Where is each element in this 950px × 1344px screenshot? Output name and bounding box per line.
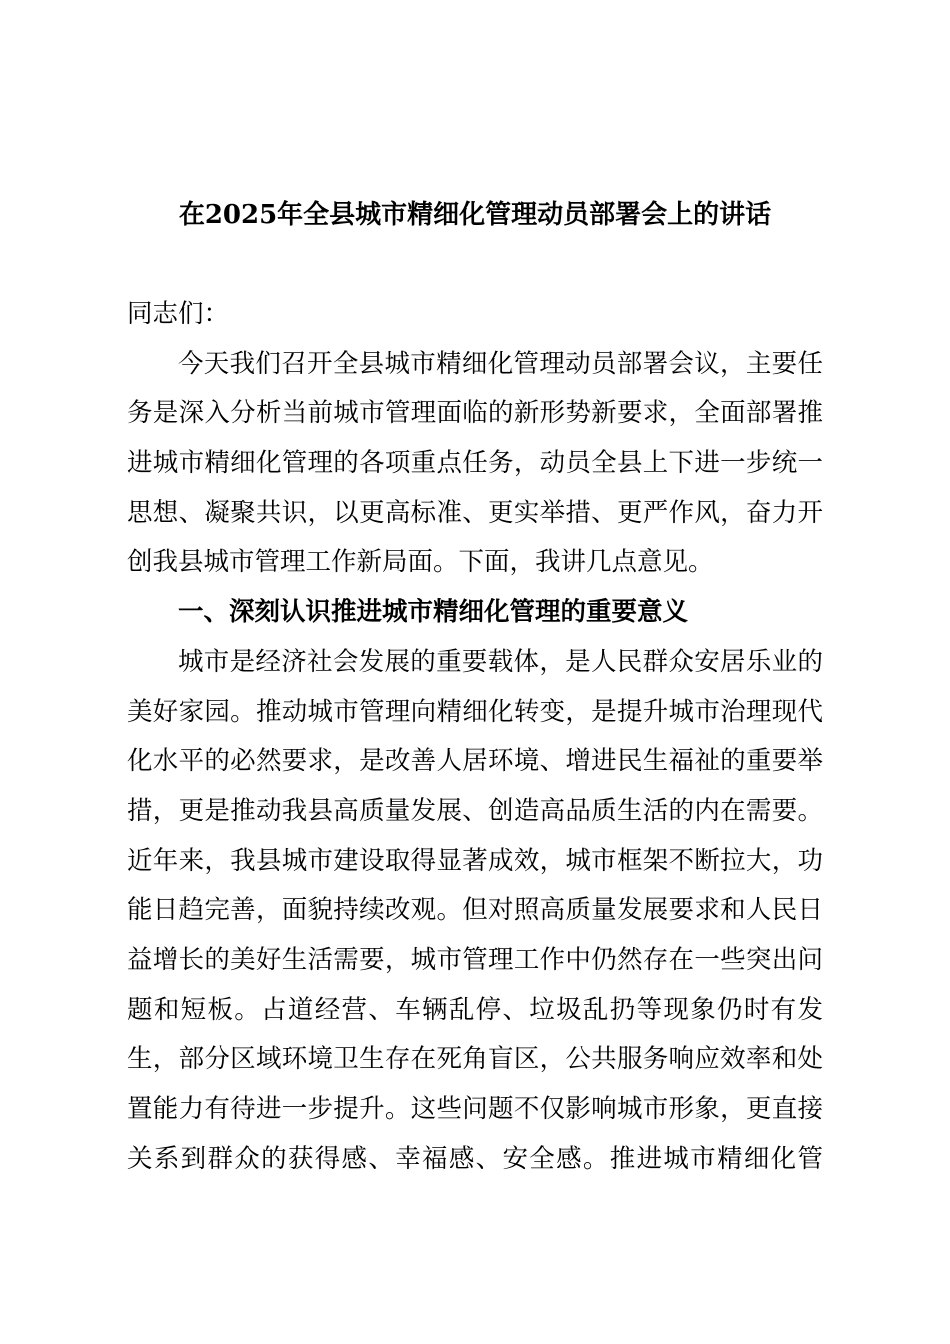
paragraph-line: 措，更是推动我县高质量发展、创造高品质生活的内在需要。 [127, 795, 823, 826]
paragraph-line: 益增长的美好生活需要，城市管理工作中仍然存在一些突出问 [127, 944, 823, 975]
paragraph-line: 进城市精细化管理的各项重点任务，动员全县上下进一步统一 [127, 448, 823, 479]
paragraph-line: 务是深入分析当前城市管理面临的新形势新要求，全面部署推 [127, 398, 823, 429]
paragraph-line: 置能力有待进一步提升。这些问题不仅影响城市形象，更直接 [127, 1094, 823, 1124]
paragraph-line: 美好家园。推动城市管理向精细化转变，是提升城市治理现代 [127, 696, 823, 727]
paragraph-intro [127, 340, 823, 588]
paragraph-line: 化水平的必然要求，是改善人居环境、增进民生福祉的重要举 [127, 746, 823, 777]
greeting: 同志们： [127, 299, 230, 329]
paragraph-line: 城市是经济社会发展的重要载体，是人民群众安居乐业的 [178, 646, 823, 677]
paragraph-significance [127, 638, 823, 1185]
paragraph-line: 关系到群众的获得感、幸福感、安全感。推进城市精细化管 [127, 1143, 823, 1174]
paragraph-line: 创我县城市管理工作新局面。下面，我讲几点意见。 [127, 547, 714, 578]
paragraph-line: 能日趋完善，面貌持续改观。但对照高质量发展要求和人民日 [127, 895, 823, 926]
paragraph-line: 今天我们召开全县城市精细化管理动员部署会议，主要任 [178, 348, 823, 379]
document-title: 在2025年全县城市精细化管理动员部署会上的讲话 [178, 200, 772, 230]
paragraph-line: 近年来，我县城市建设取得显著成效，城市框架不断拉大，功 [127, 845, 823, 876]
paragraph-line: 思想、凝聚共识，以更高标准、更实举措、更严作风，奋力开 [127, 497, 823, 528]
paragraph-line: 生，部分区域环境卫生存在死角盲区，公共服务响应效率和处 [127, 1044, 823, 1075]
document-body [127, 290, 823, 1184]
section-heading: 一、深刻认识推进城市精细化管理的重要意义 [178, 597, 689, 628]
paragraph-line: 题和短板。占道经营、车辆乱停、垃圾乱扔等现象仍时有发 [127, 994, 823, 1025]
